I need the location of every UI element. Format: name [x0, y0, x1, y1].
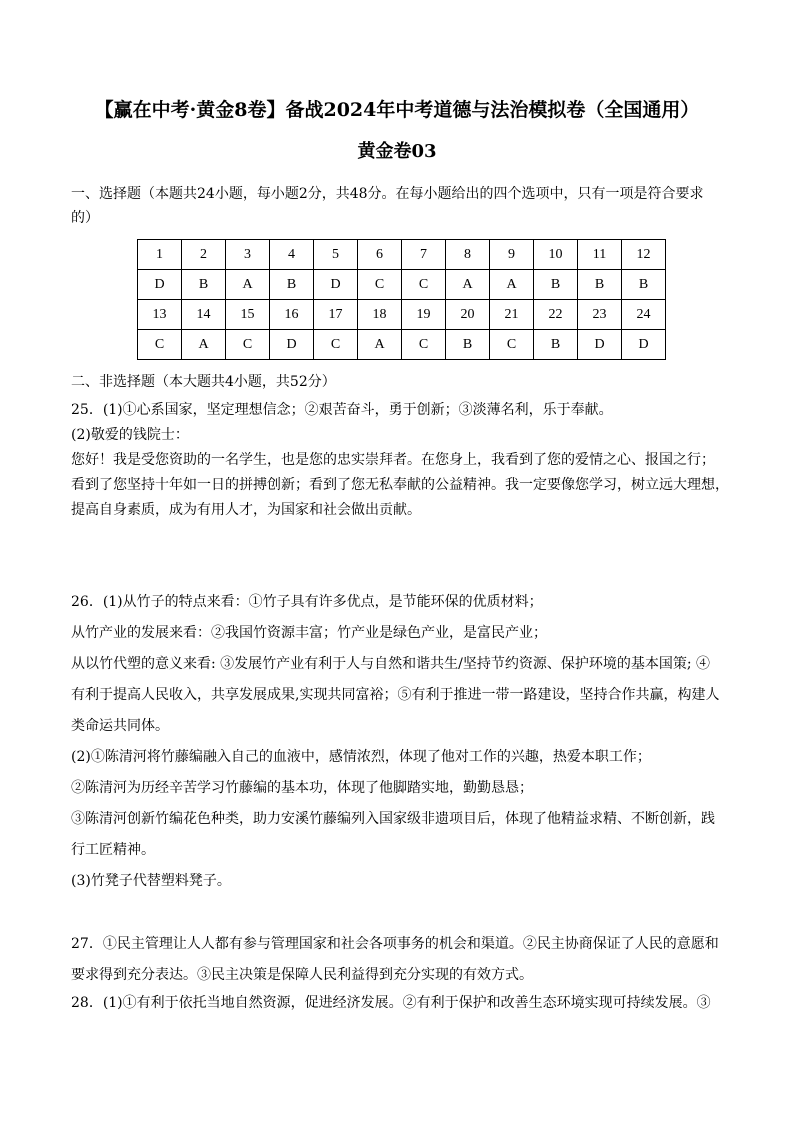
answer-cell: A	[490, 270, 534, 300]
q26-line: (2)①陈清河将竹藤编融入自己的血液中，感情浓烈，体现了他对工作的兴趣，热爱本职工作；	[71, 749, 651, 765]
question-26	[71, 587, 723, 897]
question-number-cell: 4	[270, 240, 314, 270]
answer-table	[137, 239, 666, 360]
question-28	[71, 991, 723, 1016]
answer-table-row	[138, 300, 666, 330]
answer-cell: C	[358, 270, 402, 300]
document-title: 【赢在中考·黄金8卷】备战2024年中考道德与法治模拟卷（全国通用）	[94, 99, 700, 121]
answer-table-row	[138, 330, 666, 360]
question-number-cell: 17	[314, 300, 358, 330]
answer-cell: B	[534, 270, 578, 300]
question-number-cell: 14	[182, 300, 226, 330]
question-number-cell: 16	[270, 300, 314, 330]
q27-line: 要求得到充分表达。③民主决策是保障人民利益得到充分实现的有效方式。	[71, 967, 533, 983]
answer-cell: A	[446, 270, 490, 300]
question-number-cell: 21	[490, 300, 534, 330]
answer-table-row	[138, 270, 666, 300]
q25-line: 您好！我是受您资助的一名学生，也是您的忠实崇拜者。在您身上，我看到了您的爱情之心、报国之行；	[71, 452, 715, 468]
question-number-cell: 22	[534, 300, 578, 330]
answer-cell: D	[578, 330, 622, 360]
q27-line: 27．①民主管理让人人都有参与管理国家和社会各项事务的机会和渠道。②民主协商保证了人民的意愿和	[71, 936, 719, 952]
section2-heading: 二、非选择题（本大题共4小题，共52分）	[71, 374, 336, 390]
answer-cell: D	[270, 330, 314, 360]
question-number-cell: 18	[358, 300, 402, 330]
q25-line: 25．(1)①心系国家，坚定理想信念；②艰苦奋斗，勇于创新；③淡薄名利，乐于奉献。	[71, 402, 613, 418]
question-number-cell: 15	[226, 300, 270, 330]
answer-cell: B	[270, 270, 314, 300]
question-number-cell: 12	[622, 240, 666, 270]
question-number-cell: 8	[446, 240, 490, 270]
q28-line: 28．(1)①有利于依托当地自然资源，促进经济发展。②有利于保护和改善生态环境实现可持续发展。③	[71, 995, 711, 1011]
q26-line: 从竹产业的发展来看：②我国竹资源丰富；竹产业是绿色产业，是富民产业；	[71, 625, 547, 641]
question-number-cell: 20	[446, 300, 490, 330]
answer-cell: A	[226, 270, 270, 300]
answer-cell: C	[226, 330, 270, 360]
answer-cell: C	[138, 330, 182, 360]
question-number-cell: 24	[622, 300, 666, 330]
answer-cell: C	[490, 330, 534, 360]
question-number-cell: 23	[578, 300, 622, 330]
question-number-cell: 5	[314, 240, 358, 270]
q26-line: 类命运共同体。	[71, 718, 169, 734]
question-number-cell: 6	[358, 240, 402, 270]
answer-cell: C	[402, 330, 446, 360]
answer-cell: C	[314, 330, 358, 360]
q26-line: 从以竹代塑的意义来看: ③发展竹产业有利于人与自然和谐共生/坚持节约资源、保护环境的基本国策; ④	[71, 656, 711, 672]
section1-heading: 一、选择题（本题共24小题，每小题2分，共48分。在每小题给出的四个选项中，只有一项是符合要求的）	[71, 186, 704, 226]
answer-cell: A	[358, 330, 402, 360]
answer-cell: D	[138, 270, 182, 300]
q26-line: 有利于提高人民收入，共享发展成果,实现共同富裕；⑤有利于推进一带一路建设，坚持合作共赢，构建人	[71, 687, 720, 703]
answer-cell: B	[578, 270, 622, 300]
answer-cell: B	[622, 270, 666, 300]
question-number-cell: 9	[490, 240, 534, 270]
question-number-cell: 1	[138, 240, 182, 270]
question-number-cell: 19	[402, 300, 446, 330]
question-27	[71, 929, 723, 991]
answer-cell: B	[182, 270, 226, 300]
q26-line: 26．(1)从竹子的特点来看：①竹子具有许多优点，是节能环保的优质材料；	[71, 594, 543, 610]
answer-cell: D	[622, 330, 666, 360]
question-number-cell: 7	[402, 240, 446, 270]
document-subtitle: 黄金卷03	[357, 141, 437, 162]
question-number-cell: 3	[226, 240, 270, 270]
answer-cell: A	[182, 330, 226, 360]
q25-line: 提高自身素质，成为有用人才，为国家和社会做出贡献。	[71, 502, 421, 518]
question-number-cell: 10	[534, 240, 578, 270]
q26-line: ③陈清河创新竹编花色种类，助力安溪竹藤编列入国家级非遗项目后，体现了他精益求精、不断创新，践	[71, 811, 715, 827]
question-number-cell: 13	[138, 300, 182, 330]
question-number-cell: 11	[578, 240, 622, 270]
question-number-cell: 2	[182, 240, 226, 270]
answer-cell: D	[314, 270, 358, 300]
q26-line: (3)竹凳子代替塑料凳子。	[71, 873, 231, 889]
q25-line: (2)敬爱的钱院士：	[71, 427, 189, 443]
q25-line: 看到了您坚持十年如一日的拼搏创新；看到了您无私奉献的公益精神。我一定要像您学习，树立远大理想，	[71, 477, 729, 493]
question-25	[71, 398, 729, 523]
q26-line: 行工匠精神。	[71, 842, 155, 858]
answer-table-body	[138, 240, 666, 360]
q26-line: ②陈清河为历经辛苦学习竹藤编的基本功，体现了他脚踏实地，勤勤恳恳；	[71, 780, 533, 796]
answer-cell: B	[534, 330, 578, 360]
answer-cell: C	[402, 270, 446, 300]
answer-table-row	[138, 240, 666, 270]
answer-cell: B	[446, 330, 490, 360]
